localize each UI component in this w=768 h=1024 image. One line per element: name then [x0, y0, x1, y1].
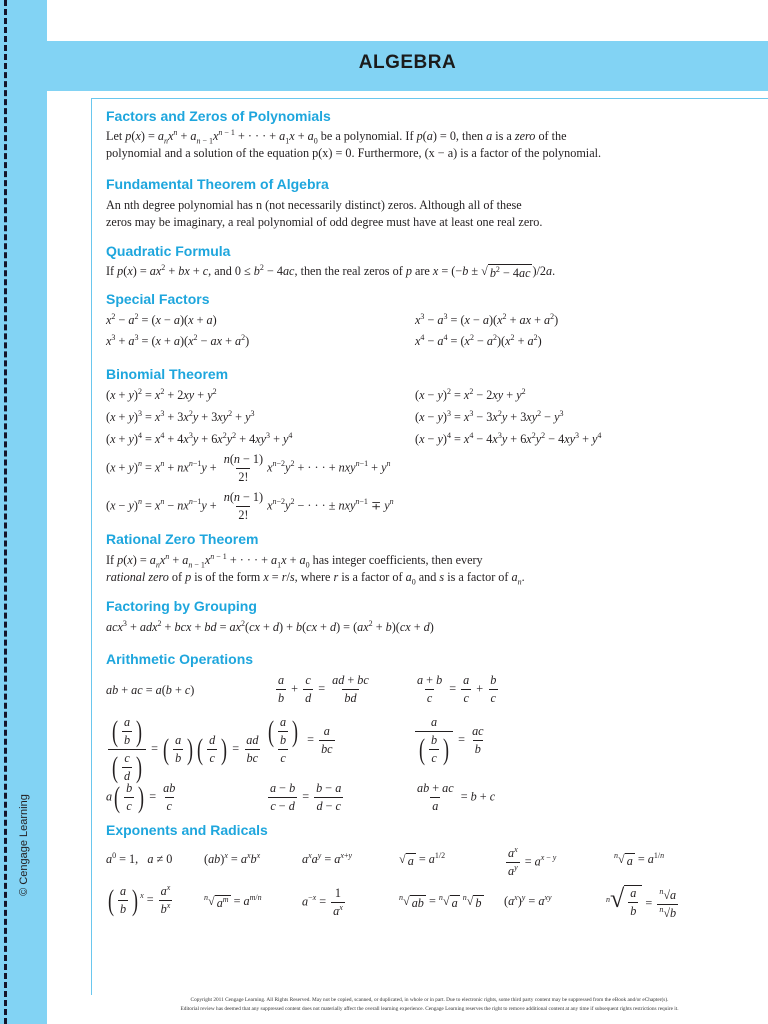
body-text: An nth degree polynomial has n (not necessarily distinct) zeros. Although all of these	[106, 198, 522, 212]
formula: $(x - y)^3 = x^3 - 3x^2y + 3xy^2 - y^3$	[415, 408, 564, 424]
formula: $(x + y)^2 = x^2 + 2xy + y^2$	[106, 386, 217, 402]
formula: $a^{-x}$ = $\frac{1}{a^x}$	[302, 886, 343, 918]
formula: $\frac{a + b}{c}$ = $\frac{a}{c}$ + $\frac{b}{c}$	[417, 673, 497, 705]
formula: $(a^x)^y = a^{xy}$	[504, 892, 552, 908]
dashed-edge-line	[4, 0, 7, 1024]
formula: $(x - y)^2 = x^2 - 2xy + y^2$	[415, 386, 526, 402]
section-factors	[106, 108, 601, 162]
formula-text: rational zero of p is of the form x = r/s, where r is a factor of $a_0$ and s is a factor of $a_n$.	[106, 570, 525, 587]
formula-text: Let $p(x) = a_nx^n + a_{n - 1}x^{n - 1}$ + · · · + $a_1x + a_0$ be a polynomial. If p(a) = 0, then a is a zero of the	[106, 127, 567, 146]
header-band	[47, 41, 768, 91]
formula: ( $\frac{a}{b}$ ) $^x$ = $\frac{a^x}{b^x}$	[108, 882, 171, 917]
footer-copyright	[91, 996, 768, 1014]
formula: $a^xa^y = a^{x+y}$	[302, 850, 353, 866]
section-title: Factors and Zeros of Polynomials	[106, 108, 331, 124]
body-text: polynomial and a solution of the equation p(x) = 0. Furthermore, (x − a) is a factor of the polynomial.	[106, 146, 602, 160]
formula: $\frac{a - b}{c - d}$ = $\frac{b - a}{d - c}$	[270, 781, 342, 813]
formula: $x^3 + a^3 = (x + a)(x^2$ − ax + $a^2$)	[106, 332, 250, 348]
formula: ab + ac = a(b + c)	[106, 683, 195, 697]
section-quadratic-formula	[106, 243, 555, 282]
formula: $x^4 - a^4 = (x^2 - a^2)(x^2 + a^2)$	[415, 332, 542, 348]
formula: $x^3 - a^3 = (x - a)(x^2$ + ax + $a^2$)	[415, 311, 559, 327]
formula-text: acx$^3$ + adx$^2$ + bcx + bd = $ax^2(cx + d) + b(cx + d) = (ax^2 + b)(cx + d)$	[106, 618, 434, 634]
section-rational-zero-theorem	[106, 531, 525, 586]
section-title: Quadratic Formula	[106, 243, 231, 259]
formula: $(x - y)^4 = x^4 - 4x^3y + 6x^2y^2 - 4xy^3 + y^4$	[415, 430, 602, 446]
formula: ( $\frac{a}{b}$ ) c = $\frac{a}{bc}$	[268, 714, 333, 765]
formula: $(x + y)^4 = x^4 + 4x^3y + 6x^2y^2 + 4xy^3 + y^4$	[106, 430, 293, 446]
section-title: Binomial Theorem	[106, 366, 229, 382]
formula: $^n$√ a = $a^{1/n}$	[614, 850, 665, 868]
formula: $(x - y)^n = x^n - nx^{n-1}y$ + $\frac{n(n - 1)}{2!}$ $x^{n-2}y^2$ − · · · ± $nxy^{n-1} \mp y^n$	[106, 490, 394, 522]
formula: a ( $\frac{b}{c}$ ) = $\frac{ac}{b}$	[413, 715, 488, 766]
section-exponents-radicals	[106, 822, 756, 922]
copyright-vertical: © Cengage Learning	[18, 794, 30, 896]
formula: $\frac{a}{b}$ + $\frac{c}{d}$ = $\frac{ad + bc}{bd}$	[278, 673, 369, 705]
section-title: Exponents and Radicals	[106, 822, 268, 838]
section-fundamental-theorem	[106, 176, 542, 231]
section-title: Arithmetic Operations	[106, 651, 254, 667]
formula: $^n$ √ $\frac{a}{b}$ = $\frac{^n√a}{^n√b}$	[606, 884, 677, 920]
formula: $a^0 = 1$, a ≠ 0	[106, 850, 173, 866]
formula: ( $\frac{a}{b}$ ) ( $\frac{c}{d}$ ) = ( $\frac{a}{b}$ ) ( $\frac{d}{c}$ ) = $\frac{ad}{bc}$	[106, 715, 262, 784]
footer-line: Editorial review has deemed that any suppressed content does not materially affect the overall learning experience. Cengage Learning reserves the right to remove additional content at any time if subsequent rights restrictions require it.	[180, 1006, 679, 1012]
page-title: ALGEBRA	[358, 52, 457, 73]
formula: $^n$√ ab = $^n$√ a $^n$√ b	[399, 892, 482, 910]
section-title: Rational Zero Theorem	[106, 531, 259, 547]
body-text: zeros may be imaginary, a real polynomial of odd degree must have at least one real zero.	[106, 215, 543, 229]
formula: √ a = $a^{1/2}$	[399, 850, 446, 868]
formula: $\frac{a^x}{a^y}$ = $a^{x - y}$	[508, 844, 557, 878]
formula: $(x + y)^n = x^n + nx^{n-1}y$ + $\frac{n(n - 1)}{2!}$ $x^{n-2}y^2$ + · · · + $nxy^{n-1} + y^n$	[106, 452, 391, 484]
section-arithmetic-operations	[106, 651, 756, 814]
formula: $x^2 - a^2 = (x - a)(x + a)$	[106, 311, 217, 327]
formula: a ( $\frac{b}{c}$ ) = $\frac{ab}{c}$	[106, 780, 176, 814]
formula: $(ab)^x = a^xb^x$	[204, 850, 261, 866]
section-binomial-theorem	[106, 366, 756, 526]
section-special-factors	[106, 291, 756, 351]
section-title: Fundamental Theorem of Algebra	[106, 176, 329, 192]
formula: $(x + y)^3 = x^3 + 3x^2y + 3xy^2 + y^3$	[106, 408, 255, 424]
section-factoring-by-grouping	[106, 598, 434, 636]
formula: $^n$√ $a^m$ = $a^{m/n}$	[204, 892, 262, 910]
formula-text: If $p(x) = a_nx^n + a_{n - 1}x^{n - 1}$ + · · · + $a_1x + a_0$ has integer coefficients, then every	[106, 551, 483, 570]
footer-line: Copyright 2011 Cengage Learning. All Rights Reserved. May not be copied, scanned, or duplicated, in whole or in part. Due to electronic rights, some third party content may be suppressed from the eBook and/or eChapter(s).	[190, 997, 669, 1003]
formula: $\frac{ab + ac}{a}$ = b + c	[417, 781, 496, 813]
section-title: Factoring by Grouping	[106, 598, 257, 614]
formula-text: If $p(x) = ax^2$ + bx + c, and $0 \le b^2 - 4ac$, then the real zeros of p are x = (−b ± √ $b^2 - 4ac$ )/2a.	[106, 262, 556, 280]
section-title: Special Factors	[106, 291, 210, 307]
